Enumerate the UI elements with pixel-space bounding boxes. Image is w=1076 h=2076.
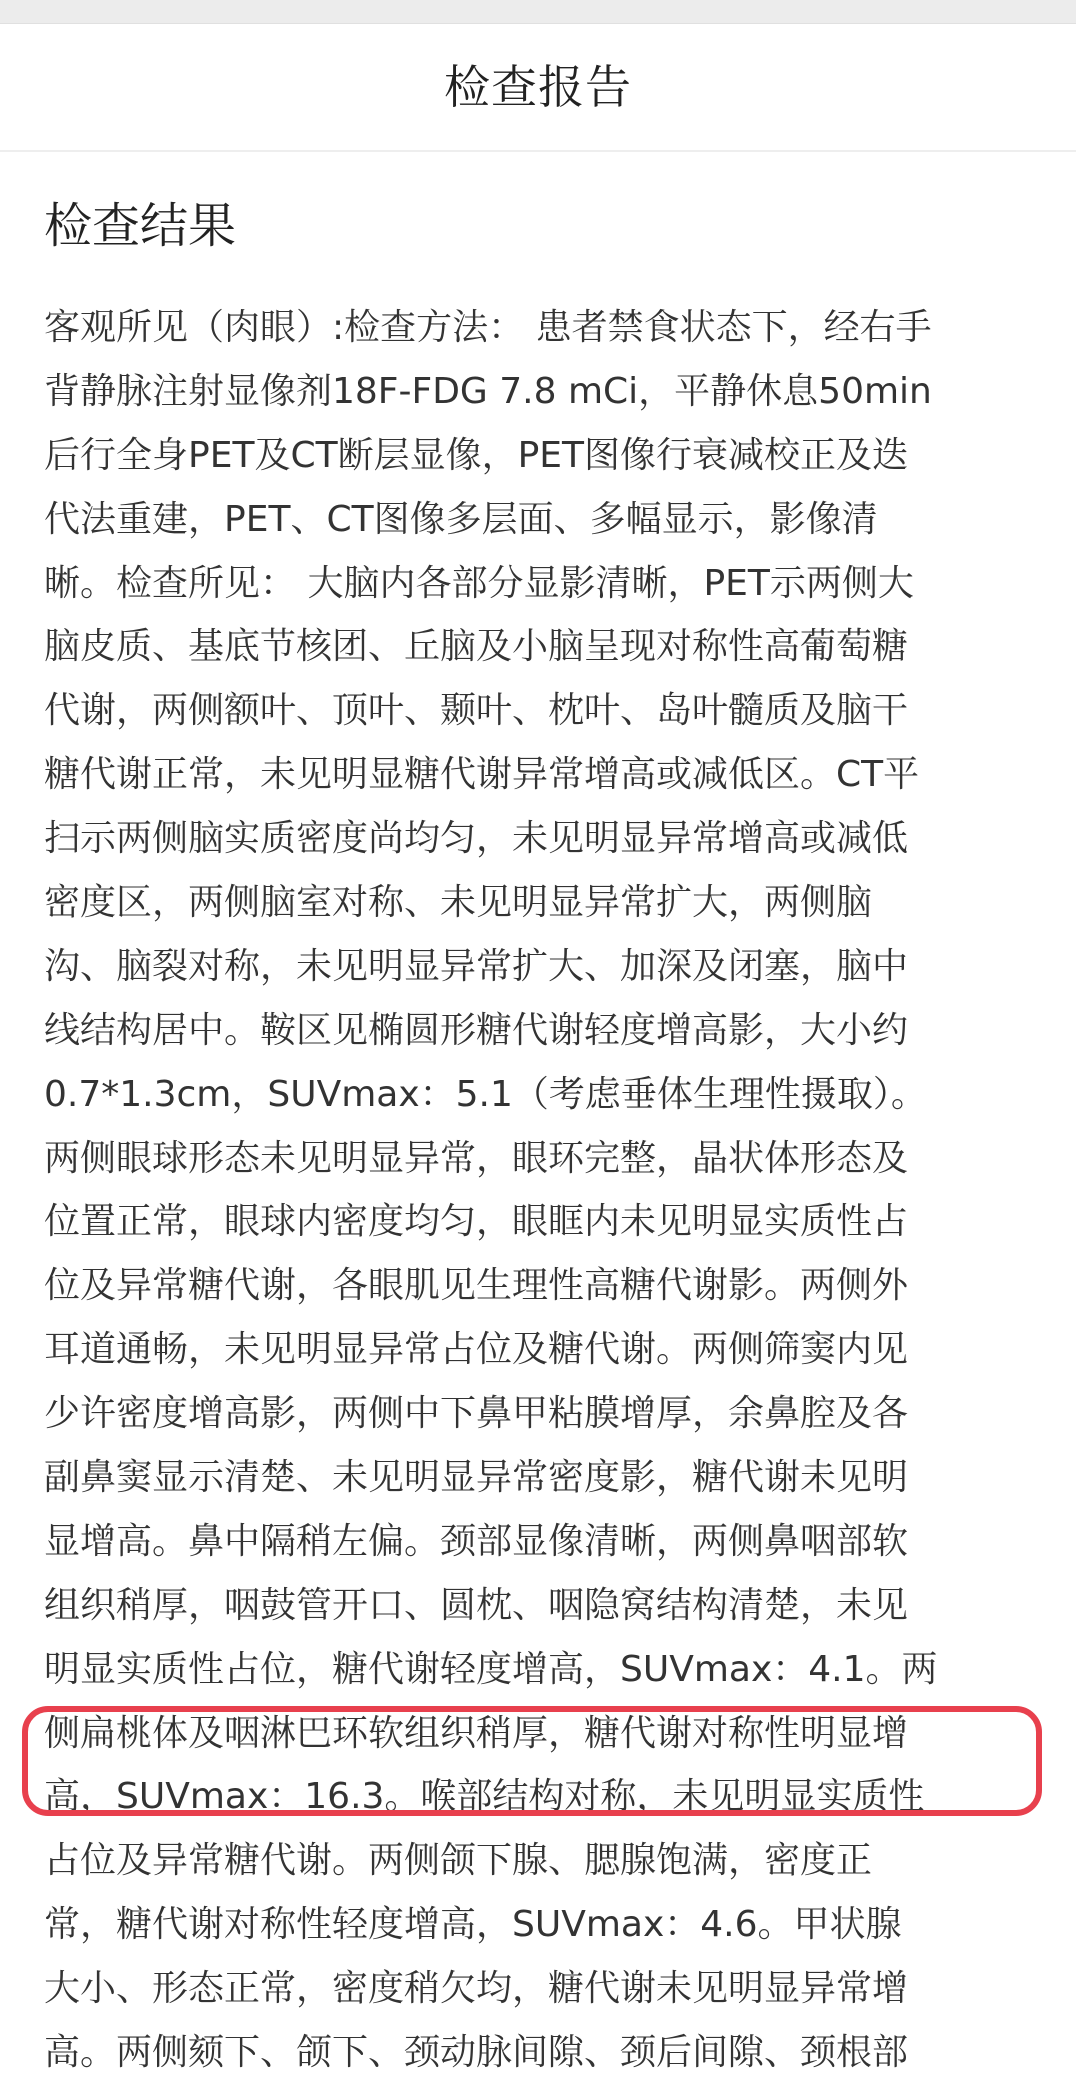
report-line: 晰。检查所见： 大脑内各部分显影清晰，PET示两侧大	[44, 562, 914, 604]
report-line: 0.7*1.3cm，SUVmax：5.1（考虑垂体生理性摄取）。	[44, 1073, 927, 1115]
top-status-strip	[0, 0, 1076, 24]
report-line: 沟、脑裂对称，未见明显异常扩大、加深及闭塞，脑中	[44, 945, 909, 987]
report-line: 后行全身PET及CT断层显像，PET图像行衰减校正及迭	[44, 434, 909, 476]
report-line: 耳道通畅，未见明显异常占位及糖代谢。两侧筛窦内见	[44, 1329, 909, 1371]
page-header	[0, 24, 1076, 152]
report-body	[44, 296, 1044, 2076]
report-line: 代谢，两侧额叶、顶叶、颞叶、枕叶、岛叶髓质及脑干	[44, 690, 909, 732]
report-line: 常，糖代谢对称性轻度增高，SUVmax：4.6。甲状腺	[44, 1904, 902, 1946]
report-line: 少许密度增高影，两侧中下鼻甲粘膜增厚，余鼻腔及各	[44, 1393, 909, 1435]
report-line: 显增高。鼻中隔稍左偏。颈部显像清晰，两侧鼻咽部软	[44, 1520, 909, 1562]
report-line: 位及异常糖代谢，各眼肌见生理性高糖代谢影。两侧外	[44, 1265, 909, 1307]
report-line: 脑皮质、基底节核团、丘脑及小脑呈现对称性高葡萄糖	[44, 626, 909, 668]
report-line-highlighted: 侧扁桃体及咽淋巴环软组织稍厚，糖代谢对称性明显增	[44, 1712, 909, 1754]
page-title: 检查报告	[444, 60, 632, 114]
section-title: 检查结果	[44, 198, 237, 254]
report-line: 糖代谢正常，未见明显糖代谢异常增高或减低区。CT平	[44, 754, 920, 796]
report-line: 明显实质性占位，糖代谢轻度增高，SUVmax：4.1。两	[44, 1648, 938, 1690]
report-line: 副鼻窦显示清楚、未见明显异常密度影，糖代谢未见明	[44, 1457, 909, 1499]
report-line: 线结构居中。鞍区见椭圆形糖代谢轻度增高影，大小约	[44, 1009, 909, 1051]
report-line: 代法重建，PET、CT图像多层面、多幅显示，影像清	[44, 498, 878, 540]
report-line: 两侧眼球形态未见明显异常，眼环完整，晶状体形态及	[44, 1137, 909, 1179]
report-line: 组织稍厚，咽鼓管开口、圆枕、咽隐窝结构清楚，未见	[44, 1584, 909, 1626]
report-line: 背静脉注射显像剂18F-FDG 7.8 mCi，平静休息50min	[44, 370, 932, 412]
report-line: 高。两侧颏下、颌下、颈动脉间隙、颈后间隙、颈根部	[44, 2032, 909, 2074]
report-line: 占位及异常糖代谢。两侧颌下腺、腮腺饱满，密度正	[44, 1840, 873, 1882]
report-line: 密度区，两侧脑室对称、未见明显异常扩大，两侧脑	[44, 882, 873, 924]
report-line: 扫示两侧脑实质密度尚均匀，未见明显异常增高或减低	[44, 818, 909, 860]
report-line: 位置正常，眼球内密度均匀，眼眶内未见明显实质性占	[44, 1201, 909, 1243]
report-line-highlighted: 高，SUVmax：16.3。喉部结构对称，未见明显实质性	[44, 1776, 925, 1818]
report-line: 大小、形态正常，密度稍欠均，糖代谢未见明显异常增	[44, 1968, 909, 2010]
report-line: 客观所见（肉眼）:检查方法： 患者禁食状态下，经右手	[44, 307, 932, 348]
